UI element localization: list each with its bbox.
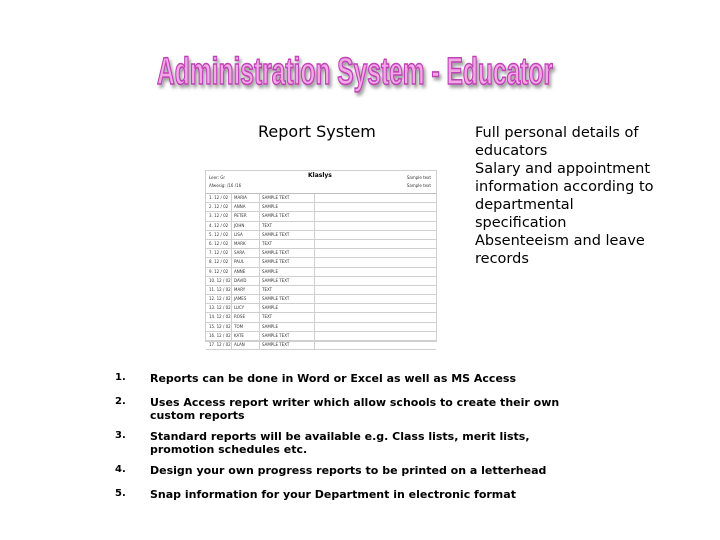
- thumbnail-cell: 16. 12 / 02: [209, 332, 231, 338]
- note-number: 2.: [115, 396, 126, 407]
- thumbnail-row: [206, 323, 436, 332]
- thumbnail-row: [206, 249, 436, 258]
- thumbnail-cell: SARA: [234, 250, 245, 256]
- details-line: educators: [475, 143, 548, 159]
- note-number: 1.: [115, 372, 126, 383]
- thumbnail-cell: SAMPLE TEXT: [262, 296, 290, 302]
- thumbnail-row: [206, 222, 436, 231]
- thumbnail-cell: SAMPLE: [262, 204, 278, 210]
- thumbnail-cell: 6. 12 / 02: [209, 240, 229, 246]
- thumbnail-cell: ROSE: [234, 314, 245, 320]
- thumbnail-cell: DAVID: [234, 277, 247, 283]
- note-text: Uses Access report writer which allow schools to create their own custom reports: [150, 396, 560, 422]
- thumbnail-title: Klaslys: [308, 172, 332, 179]
- thumbnail-row: [206, 194, 436, 203]
- note-text: Standard reports will be available e.g. Class lists, merit lists, promotion schedules etc.: [150, 430, 530, 456]
- details-line: specification: [475, 215, 567, 231]
- note-text: Snap information for your Department in electronic format: [150, 488, 516, 501]
- details-text: [475, 124, 695, 268]
- thumbnail-row: [206, 203, 436, 212]
- thumbnail-cell: 10. 12 / 02: [209, 277, 231, 283]
- thumbnail-cell: SAMPLE TEXT: [262, 277, 290, 283]
- thumbnail-cell: TEXT: [262, 240, 273, 246]
- thumbnail-row: [206, 295, 436, 304]
- thumbnail-cell: PAUL: [234, 259, 245, 265]
- thumbnail-cell: SAMPLE TEXT: [262, 195, 290, 200]
- thumbnail-cell: 8. 12 / 02: [209, 259, 229, 265]
- thumbnail-cell: SAMPLE TEXT: [262, 231, 290, 237]
- thumbnail-cell: LISA: [234, 231, 243, 237]
- thumbnail-cell: 2. 12 / 02: [209, 204, 229, 210]
- thumbnail-header-left-1: Leer: Gr: [209, 175, 226, 180]
- thumbnail-header-left-2: Afwesig: /16 /16: [209, 183, 242, 188]
- thumbnail-cell: 13. 12 / 02: [209, 305, 231, 311]
- thumbnail-row: [206, 240, 436, 249]
- thumbnail-cell: 3. 12 / 02: [209, 213, 229, 219]
- thumbnail-cell: LUCY: [234, 305, 245, 311]
- thumbnail-row: [206, 341, 436, 350]
- report-thumbnail: [205, 170, 437, 347]
- details-line: Salary and appointment: [475, 161, 651, 177]
- thumbnail-grid: [206, 194, 436, 350]
- thumbnail-row: [206, 313, 436, 322]
- thumbnail-cell: SAMPLE TEXT: [262, 332, 290, 338]
- details-line: Full personal details of: [475, 125, 639, 141]
- thumbnail-header-right-1: Sample text: [406, 175, 431, 180]
- thumbnail-cell: SAMPLE TEXT: [262, 213, 290, 219]
- thumbnail-cell: 11. 12 / 02: [209, 286, 231, 292]
- details-line: information according to: [475, 179, 654, 195]
- thumbnail-row: [206, 258, 436, 267]
- thumbnail-cell: MARY: [234, 286, 246, 292]
- thumbnail-cell: JOHN: [234, 222, 245, 228]
- thumbnail-cell: MARK: [234, 240, 246, 246]
- thumbnail-cell: ALAN: [234, 342, 245, 347]
- thumbnail-cell: 1. 12 / 02: [209, 195, 229, 200]
- thumbnail-cell: 12. 12 / 02: [209, 296, 231, 302]
- thumbnail-cell: MARIA: [234, 195, 247, 200]
- title-text: Administration System - Educator: [157, 51, 554, 93]
- details-line: Absenteeism and leave: [475, 233, 645, 249]
- details-line: departmental: [475, 197, 574, 213]
- note-text: Design your own progress reports to be printed on a letterhead: [150, 464, 547, 477]
- report-system-label: Report System: [258, 122, 376, 141]
- thumbnail-row: [206, 268, 436, 277]
- thumbnail-cell: 17. 12 / 02: [209, 342, 231, 347]
- title-graphic: [150, 36, 560, 106]
- thumbnail-row: [206, 304, 436, 313]
- thumbnail-cell: TEXT: [262, 314, 273, 320]
- thumbnail-row: [206, 286, 436, 295]
- thumbnail-cell: SAMPLE TEXT: [262, 259, 290, 265]
- note-number: 5.: [115, 488, 126, 499]
- thumbnail-cell: TEXT: [262, 222, 273, 228]
- thumbnail-cell: 14. 12 / 02: [209, 314, 231, 320]
- thumbnail-header: [206, 171, 436, 194]
- note-number: 3.: [115, 430, 126, 441]
- thumbnail-cell: ANNE: [234, 268, 246, 274]
- thumbnail-cell: TEXT: [262, 286, 273, 292]
- page-title: [150, 36, 560, 106]
- note-text: Reports can be done in Word or Excel as well as MS Access: [150, 372, 517, 385]
- thumbnail-row: [206, 277, 436, 286]
- thumbnail-cell: 5. 12 / 02: [209, 231, 229, 237]
- thumbnail-row: [206, 212, 436, 221]
- thumbnail-cell: KATE: [234, 332, 244, 338]
- thumbnail-cell: TOM: [234, 323, 244, 329]
- thumbnail-cell: 9. 12 / 02: [209, 268, 229, 274]
- thumbnail-cell: SAMPLE: [262, 323, 278, 329]
- thumbnail-cell: ANNA: [234, 204, 246, 210]
- thumbnail-row: [206, 231, 436, 240]
- details-line: records: [475, 251, 529, 267]
- thumbnail-cell: 15. 12 / 02: [209, 323, 231, 329]
- thumbnail-row: [206, 332, 436, 341]
- thumbnail-header-right-2: Sample text: [406, 183, 431, 188]
- thumbnail-cell: SAMPLE TEXT: [262, 342, 290, 347]
- thumbnail-cell: SAMPLE: [262, 268, 278, 274]
- thumbnail-cell: SAMPLE TEXT: [262, 250, 290, 256]
- thumbnail-cell: PETER: [234, 213, 247, 219]
- thumbnail-cell: 4. 12 / 02: [209, 222, 229, 228]
- thumbnail-cell: 7. 12 / 02: [209, 250, 229, 256]
- thumbnail-cell: JAMES: [234, 296, 247, 302]
- thumbnail-cell: SAMPLE: [262, 305, 278, 311]
- note-number: 4.: [115, 464, 126, 475]
